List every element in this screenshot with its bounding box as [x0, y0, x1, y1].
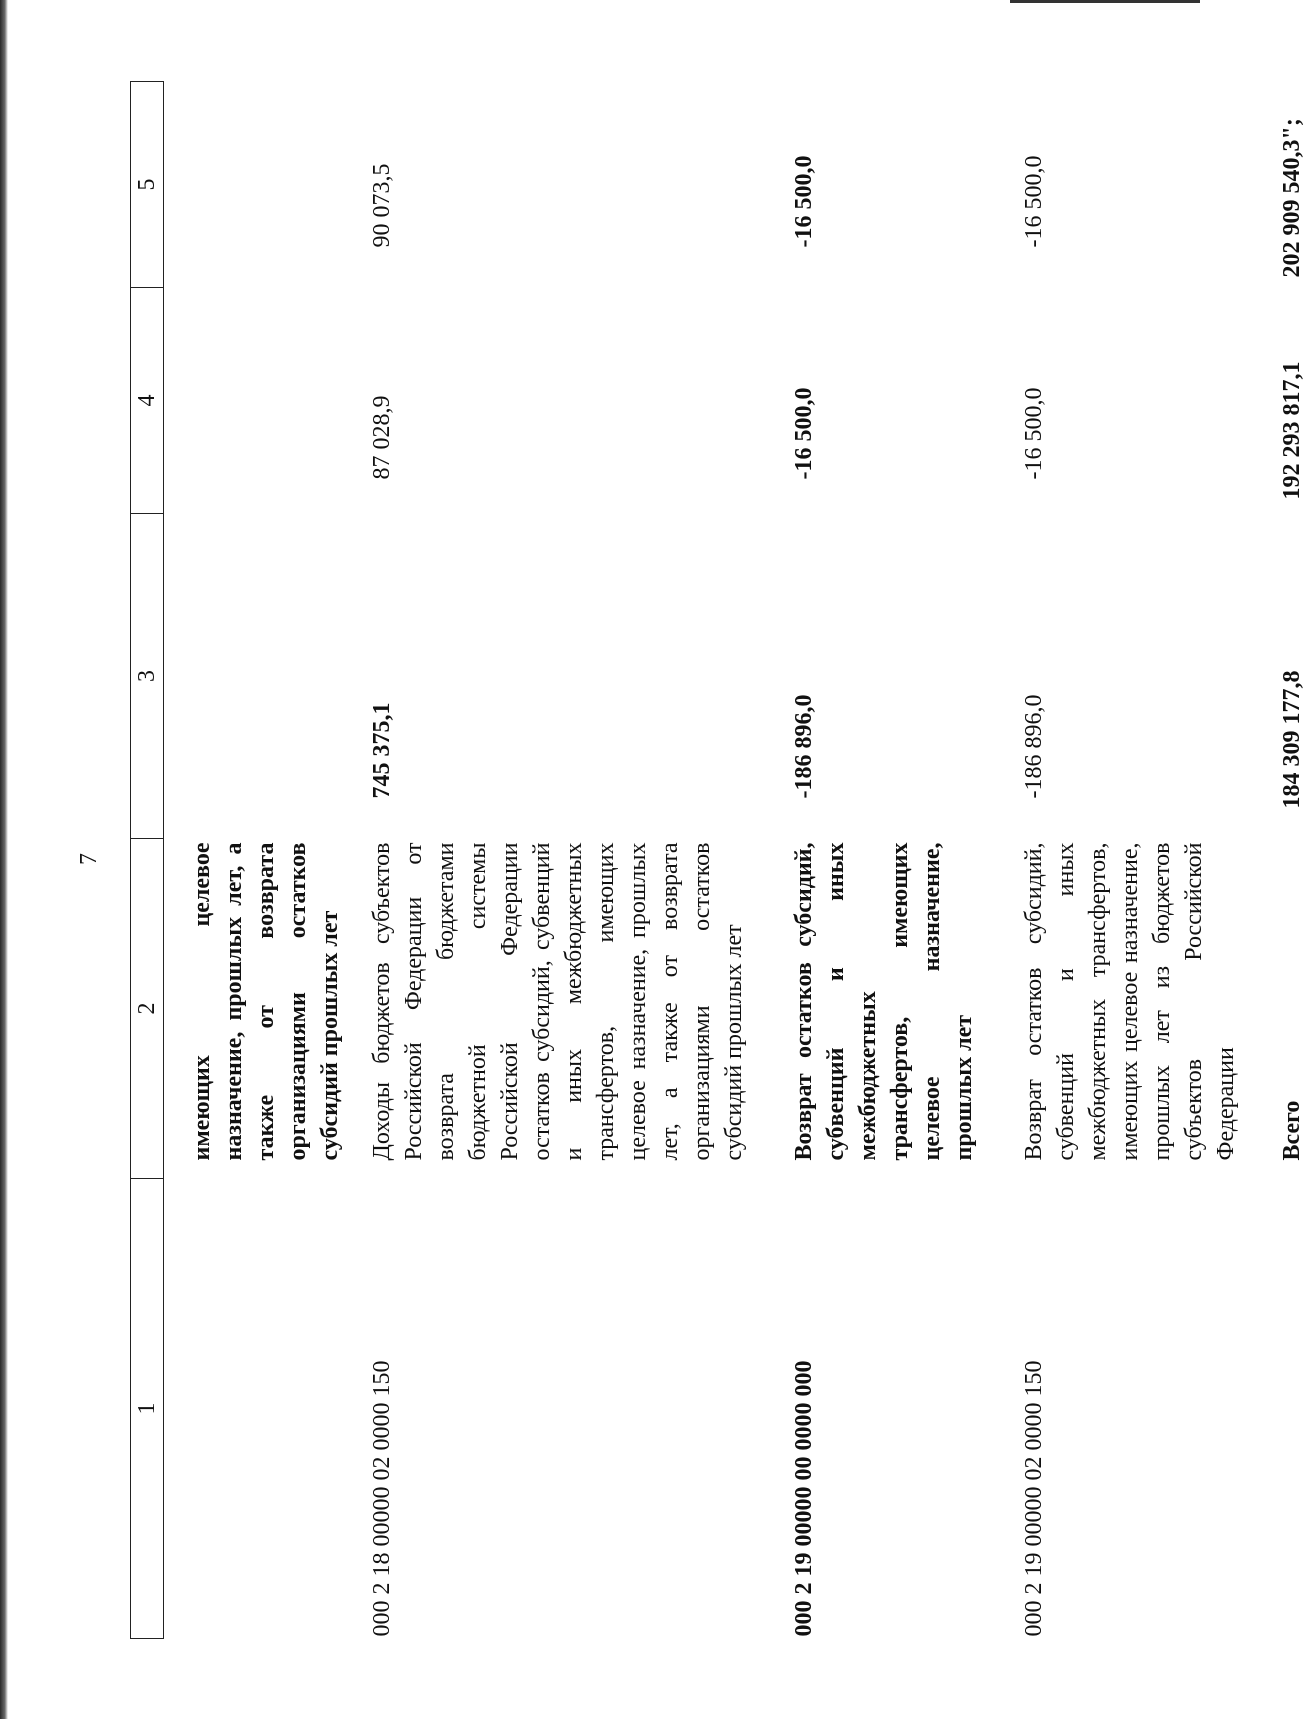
row-value-col4: -16 500,0	[791, 387, 817, 480]
row-value-col4: -16 500,0	[1021, 387, 1047, 480]
row-spacer	[980, 82, 998, 1639]
row-value-col3: 745 375,1	[369, 702, 395, 799]
row-value-col5: -16 500,0	[1021, 155, 1047, 248]
page-number: 7	[76, 853, 102, 865]
total-value-col4: 192 293 817,1	[1279, 361, 1305, 500]
row-value-col5: 90 073,5	[369, 163, 395, 248]
column-header-2: 2	[131, 839, 164, 1179]
row-code: 000 2 18 00000 02 0000 150	[369, 1360, 395, 1637]
row-name: имеющих целевое назначение, прошлых лет, а также от возврата организациями остатков субсидий прошлых лет	[189, 842, 343, 1161]
total-value-col3: 184 309 177,8	[1279, 670, 1305, 809]
total-value-col5: 202 909 540,3";	[1279, 118, 1305, 278]
table-row	[768, 82, 980, 1639]
table-row	[998, 82, 1242, 1639]
table-row	[346, 82, 750, 1639]
row-code	[164, 1179, 347, 1639]
table-header-row	[131, 82, 164, 1639]
revenue-table	[130, 81, 1308, 1639]
row-code: 000 2 19 00000 02 0000 150	[1021, 1360, 1047, 1637]
column-header-3: 3	[131, 514, 164, 839]
row-spacer	[750, 82, 768, 1639]
row-value-col3	[164, 514, 347, 839]
row-name: Возврат остатков субсидий, субвенций и иных межбюджетных трансфертов, имеющих целевое назначение, прошлых лет	[791, 842, 977, 1161]
row-value-col3: -186 896,0	[791, 694, 817, 799]
row-code: 000 2 19 00000 00 0000 000	[791, 1360, 817, 1637]
row-value-col3: -186 896,0	[1021, 694, 1047, 799]
table-row-total	[1242, 82, 1308, 1639]
column-header-1: 1	[131, 1179, 164, 1639]
row-value-col4	[164, 288, 347, 514]
column-header-5: 5	[131, 82, 164, 288]
row-name: Возврат остатков субсидий, субвенций и иных межбюджетных трансфертов, имеющих целевое назначение, прошлых лет из бюджетов субъектов Российской Федерации	[1021, 842, 1239, 1161]
row-name: Доходы бюджетов субъектов Российской Федерации от возврата бюджетами бюджетной системы Российской Федерации остатков субсидий, субвенций и иных межбюджетных трансфертов, имеющих целевое назначение, прошлых лет, а также от возврата организациями остатков субсидий прошлых лет	[369, 842, 747, 1161]
table-row-continuation	[164, 82, 347, 1639]
row-value-col4: 87 028,9	[369, 395, 395, 480]
row-value-col5	[164, 82, 347, 288]
total-code	[1242, 1179, 1308, 1639]
total-label: Всего	[1279, 1100, 1305, 1161]
column-header-4: 4	[131, 288, 164, 514]
row-value-col5: -16 500,0	[791, 155, 817, 248]
